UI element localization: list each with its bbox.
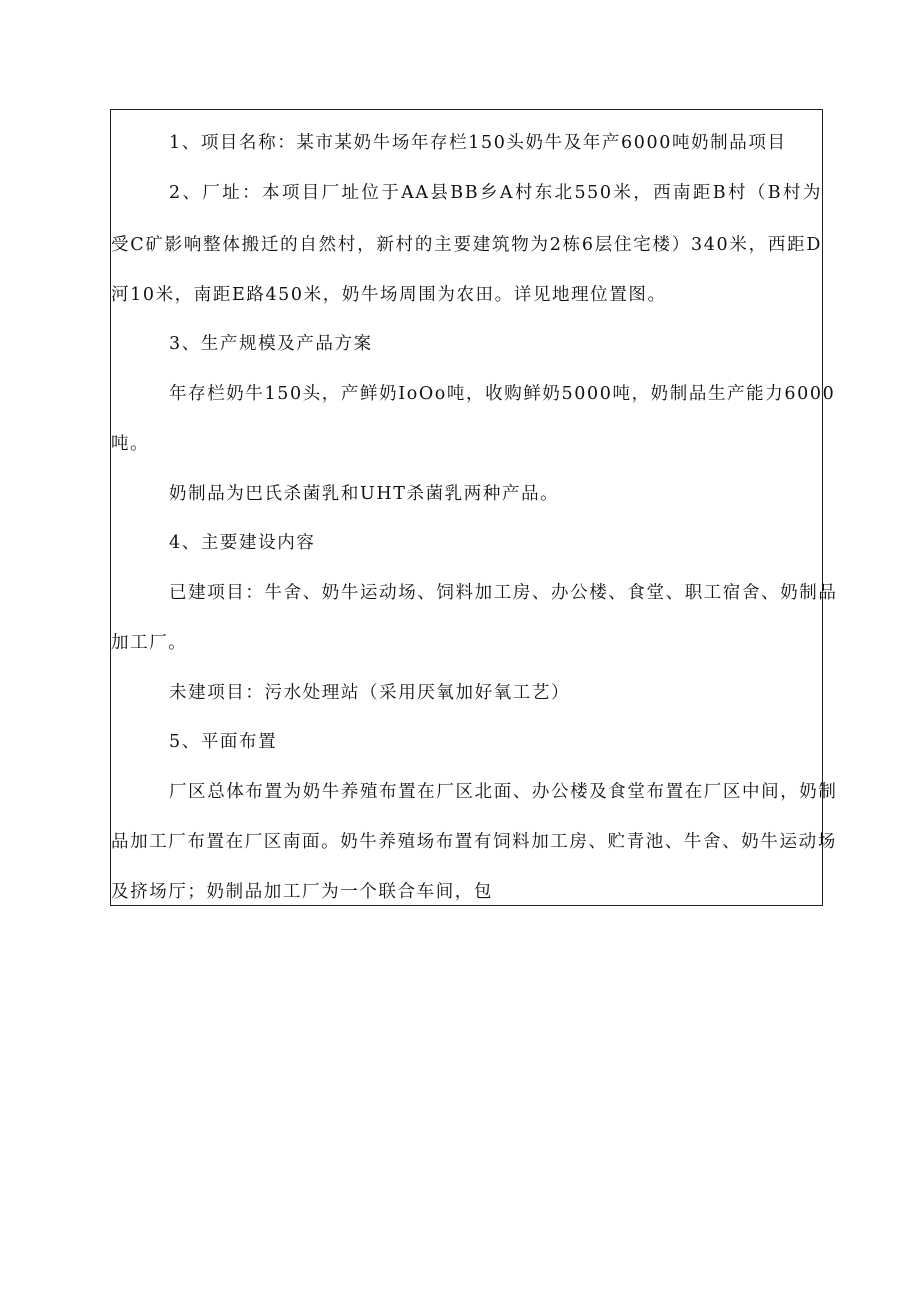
section-2-line-1: 2、厂址：本项目厂址位于AA县BB乡A村东北550米，西南距B村（B村为	[169, 183, 822, 203]
section-5-line-2: 品加工厂布置在厂区南面。奶牛养殖场布置有饲料加工房、贮青池、牛舍、奶牛运动场	[111, 832, 837, 852]
section-3-title: 3、生产规模及产品方案	[169, 334, 373, 354]
section-4-title: 4、主要建设内容	[169, 533, 316, 553]
section-4-line-3: 未建项目：污水处理站（采用厌氧加好氧工艺）	[169, 683, 571, 703]
section-4-line-2: 加工厂。	[111, 633, 188, 653]
section-3-line-1: 年存栏奶牛150头，产鲜奶IoOo吨，收购鲜奶5000吨，奶制品生产能力6000	[169, 384, 836, 404]
section-3-line-2: 吨。	[111, 434, 150, 454]
section-2-line-3: 河10米，南距E路450米，奶牛场周围为农田。详见地理位置图。	[111, 285, 667, 305]
section-5-title: 5、平面布置	[169, 732, 278, 752]
section-3-line-3: 奶制品为巴氏杀菌乳和UHT杀菌乳两种产品。	[169, 484, 560, 504]
section-5-line-1: 厂区总体布置为奶牛养殖布置在厂区北面、办公楼及食堂布置在厂区中间，奶制	[169, 782, 838, 802]
content-table-cell	[110, 109, 838, 906]
section-1-title: 1、项目名称：某市某奶牛场年存栏150头奶牛及年产6000吨奶制品项目	[169, 133, 787, 153]
section-2-line-2: 受C矿影响整体搬迁的自然村，新村的主要建筑物为2栋6层住宅楼）340米，西距D	[111, 235, 822, 255]
section-4-line-1: 已建项目：牛舍、奶牛运动场、饲料加工房、办公楼、食堂、职工宿舍、奶制品	[169, 583, 838, 603]
section-5-line-3: 及挤场厅；奶制品加工厂为一个联合车间，包	[111, 882, 493, 902]
